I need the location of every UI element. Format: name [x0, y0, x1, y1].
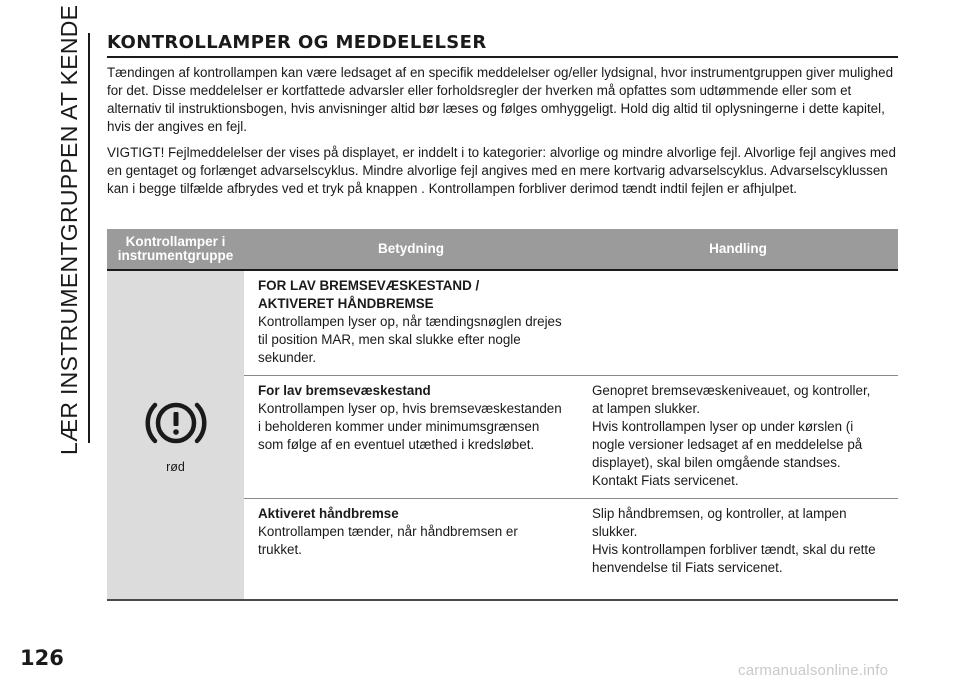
brake-warning-icon — [142, 395, 210, 451]
table-header-row — [107, 229, 898, 270]
warning-lights-table — [107, 229, 898, 601]
row-meaning: FOR LAV BREMSEVÆSKESTAND / AKTIVERET HÅNDBREMSE Kontrollampen lyser op, når tændingsnøglen drejes til position MAR, men skal slukke efter nogle sekunder. — [244, 270, 578, 376]
intro-paragraph: Tændingen af kontrollampen kan være ledsaget af en specifik meddelelser og/eller lydsignal, hvor instrumentgruppen giver mulighed for det. Disse meddelelser er kortfattede advarsler eller forholdsregler der hverken må opfattes som udtømmende eller som et alternativ til instruktionsbogen, hvis anvisninger altid bør læses og følges omhyggeligt. Hold dig altid til oplysningerne i dette kapitel, hvis der angives en fejl. — [107, 65, 894, 134]
header-action: Handling — [578, 229, 898, 270]
row-action — [578, 270, 898, 376]
lamp-cell — [107, 270, 244, 600]
row-action: Genopret bremsevæskeniveauet, og kontroller, at lampen slukker. Hvis kontrollampen lyser op under kørslen (i nogle versioner ledsaget af en meddelelse på displayet), skal bilen omgående standses. Kontakt Fiats servicenet. — [578, 376, 898, 499]
section-heading: KONTROLLAMPER OG MEDDELELSER — [107, 32, 898, 58]
header-meaning: Betydning — [244, 229, 578, 270]
table-row — [107, 270, 898, 376]
warning-paragraph: VIGTIGT! Fejlmeddelelser der vises på displayet, er inddelt i to kategorier: alvorlige og mindre alvorlige fejl. Alvorlige fejl angives med en gentaget og forlænget advarselscyklus. Mindre alvorlige fejl angives med en mere kortvarig advarselscyklus. Advarselscyklussen kan i begge tilfælde afbrydes ved et tryk på knappen . Kontrollampen forbliver derimod tændt indtil fejlen er afhjulpet. — [107, 145, 896, 196]
page-number: 126 — [20, 646, 64, 670]
chapter-side-rule — [88, 33, 90, 443]
header-lamp: Kontrollamper i instrumentgruppe — [107, 229, 244, 270]
row-action: Slip håndbremsen, og kontroller, at lampen slukker. Hvis kontrollampen forbliver tændt, skal du rette henvendelse til Fiats servicenet. — [578, 499, 898, 601]
row-meaning: For lav bremsevæskestand Kontrollampen lyser op, hvis bremsevæskestanden i beholderen kommer under minimumsgrænsen som følge af en eventuel utæthed i kredsløbet. — [244, 376, 578, 499]
footer-watermark: carmanualsonline.info — [738, 662, 889, 679]
lamp-color-label: rød — [166, 459, 185, 474]
chapter-side-title: LÆR INSTRUMENTGRUPPEN AT KENDE — [56, 4, 82, 455]
row-meaning: Aktiveret håndbremse Kontrollampen tænder, når håndbremsen er trukket. — [244, 499, 578, 601]
main-content — [107, 32, 898, 198]
